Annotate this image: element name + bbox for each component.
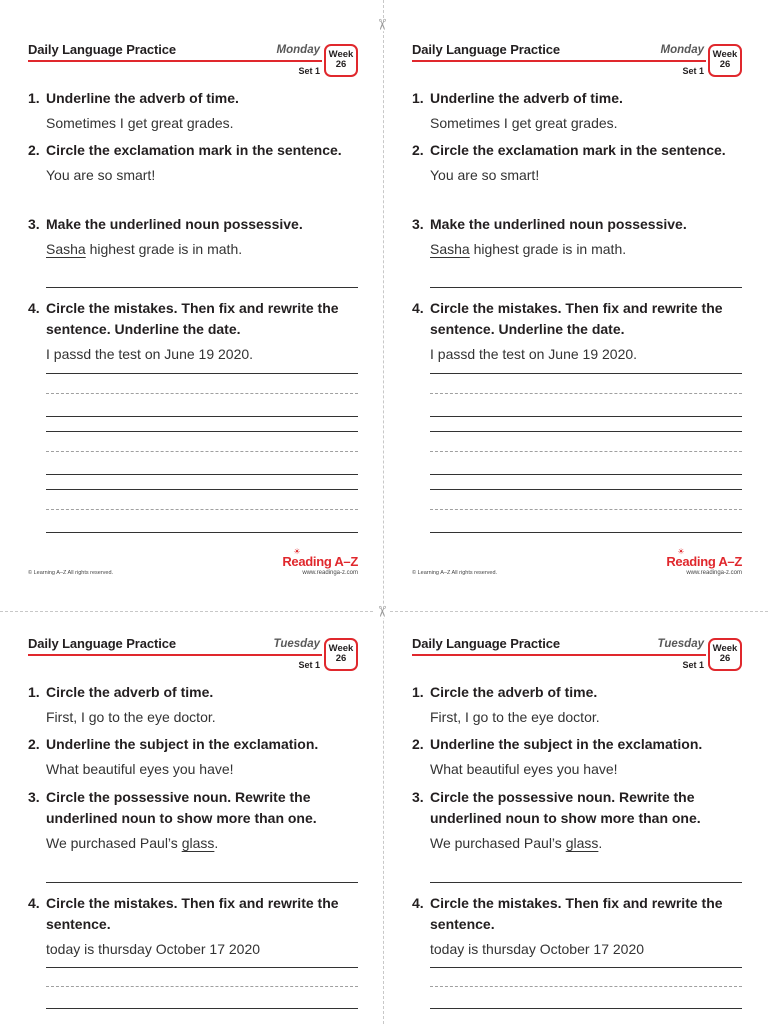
question-sentence: First, I go to the eye doctor. <box>46 709 216 725</box>
day-label: Monday <box>660 44 704 56</box>
question-prompt: Make the underlined noun possessive. <box>430 216 687 232</box>
set-label: Set 1 <box>298 66 320 76</box>
question-sentence: today is thursday October 17 2020 <box>430 941 645 957</box>
question-sentence: First, I go to the eye doctor. <box>430 709 600 725</box>
worksheet-footer <box>28 547 358 581</box>
writing-line-base[interactable] <box>46 416 358 417</box>
reading-az-logo <box>282 547 358 569</box>
question-sentence: today is thursday October 17 2020 <box>46 941 261 957</box>
worksheet-title: Daily Language Practice <box>412 636 560 651</box>
question-number: 3. <box>28 789 40 805</box>
question-1 <box>412 682 742 728</box>
week-label: Week <box>328 49 354 60</box>
set-label: Set 1 <box>682 660 704 670</box>
week-badge <box>324 638 358 671</box>
question-sentence: I passd the test on June 19 2020. <box>46 346 254 362</box>
question-2 <box>28 734 358 780</box>
question-number: 1. <box>412 90 424 106</box>
tuesday-worksheet-left <box>28 634 358 957</box>
question-2 <box>28 140 358 186</box>
copyright: © Learning A–Z All rights reserved. <box>412 570 498 576</box>
question-sentence: You are so smart! <box>46 167 156 183</box>
vertical-cut-line <box>383 0 384 1024</box>
question-prompt: Circle the mistakes. Then fix and rewrite the sentence. <box>430 895 723 932</box>
question-sentence <box>412 833 742 854</box>
sentence-start: We purchased Paul’s <box>46 835 182 851</box>
question-prompt: Circle the adverb of time. <box>46 684 214 700</box>
underlined-word: glass <box>181 835 215 851</box>
set-label: Set 1 <box>298 660 320 670</box>
question-number: 1. <box>28 90 40 106</box>
question-sentence <box>28 833 358 854</box>
writing-line-mid <box>430 451 742 452</box>
question-3 <box>412 787 742 854</box>
writing-line-top[interactable] <box>46 489 358 490</box>
website-url: www.readinga-z.com <box>302 570 358 576</box>
question-number: 4. <box>28 895 40 911</box>
day-label: Tuesday <box>657 638 704 650</box>
worksheet-title: Daily Language Practice <box>412 42 560 57</box>
answer-line[interactable] <box>430 287 742 288</box>
header-rule <box>28 654 322 656</box>
question-prompt: Circle the possessive noun. Rewrite the underlined noun to show more than one. <box>430 789 701 826</box>
question-prompt: Circle the exclamation mark in the sentence. <box>46 142 342 158</box>
writing-line-base[interactable] <box>46 474 358 475</box>
question-sentence: Sometimes I get great grades. <box>430 115 618 131</box>
week-label: Week <box>712 643 738 654</box>
question-3 <box>412 214 742 260</box>
worksheet-header <box>412 634 742 672</box>
question-1 <box>28 682 358 728</box>
question-number: 4. <box>412 300 424 316</box>
writing-line-top[interactable] <box>430 489 742 490</box>
writing-line-top[interactable] <box>46 373 358 374</box>
worksheet-header <box>28 634 358 672</box>
underlined-word: glass <box>565 835 599 851</box>
question-prompt: Circle the adverb of time. <box>430 684 598 700</box>
week-label: Week <box>712 49 738 60</box>
question-sentence: Sometimes I get great grades. <box>46 115 234 131</box>
question-prompt: Circle the mistakes. Then fix and rewrite the sentence. <box>46 895 339 932</box>
question-number: 3. <box>28 216 40 232</box>
writing-line-base[interactable] <box>430 416 742 417</box>
writing-line-mid <box>46 509 358 510</box>
sun-icon: ☀ <box>677 547 685 556</box>
writing-line-base[interactable] <box>46 1008 358 1009</box>
logo-text: Reading A–Z <box>282 554 358 569</box>
writing-line-mid <box>46 451 358 452</box>
tuesday-worksheet-right <box>412 634 742 957</box>
writing-line-base[interactable] <box>430 532 742 533</box>
question-prompt: Underline the subject in the exclamation. <box>430 736 703 752</box>
writing-line-top[interactable] <box>430 967 742 968</box>
underlined-word: Sasha <box>46 241 86 257</box>
question-prompt: Make the underlined noun possessive. <box>46 216 303 232</box>
writing-line-mid <box>46 986 358 987</box>
sentence-rest: highest grade is in math. <box>469 241 627 257</box>
writing-line-base[interactable] <box>430 1008 742 1009</box>
sentence-end: . <box>214 835 219 851</box>
worksheet-header <box>28 40 358 78</box>
question-3 <box>28 214 358 260</box>
question-4 <box>412 298 742 365</box>
answer-line[interactable] <box>46 287 358 288</box>
worksheet-footer <box>412 547 742 581</box>
question-sentence: What beautiful eyes you have! <box>46 761 234 777</box>
worksheet-header <box>412 40 742 78</box>
question-prompt: Underline the adverb of time. <box>430 90 623 106</box>
monday-worksheet-left <box>28 40 358 576</box>
answer-line[interactable] <box>46 882 358 883</box>
week-badge <box>324 44 358 77</box>
question-prompt: Underline the adverb of time. <box>46 90 239 106</box>
writing-line-base[interactable] <box>46 532 358 533</box>
worksheet-title: Daily Language Practice <box>28 636 176 651</box>
question-sentence: I passd the test on June 19 2020. <box>430 346 638 362</box>
logo-text: Reading A–Z <box>666 554 742 569</box>
week-number: 26 <box>719 652 731 664</box>
question-prompt: Circle the mistakes. Then fix and rewrite the sentence. Underline the date. <box>430 300 723 337</box>
question-number: 2. <box>28 736 40 752</box>
writing-line-mid <box>430 986 742 987</box>
sentence-rest: highest grade is in math. <box>85 241 243 257</box>
header-rule <box>412 60 706 62</box>
writing-line-mid <box>46 393 358 394</box>
writing-line-top[interactable] <box>430 431 742 432</box>
question-number: 3. <box>412 216 424 232</box>
day-label: Monday <box>276 44 320 56</box>
question-sentence: What beautiful eyes you have! <box>430 761 618 777</box>
brand <box>666 547 742 576</box>
sentence-end: . <box>598 835 603 851</box>
header-rule <box>412 654 706 656</box>
question-2 <box>412 140 742 186</box>
reading-az-logo <box>666 547 742 569</box>
question-sentence: You are so smart! <box>430 167 540 183</box>
question-1 <box>28 88 358 134</box>
question-number: 3. <box>412 789 424 805</box>
week-badge <box>708 44 742 77</box>
question-number: 1. <box>28 684 40 700</box>
question-number: 2. <box>412 736 424 752</box>
question-2 <box>412 734 742 780</box>
question-number: 4. <box>28 300 40 316</box>
monday-worksheet-right <box>412 40 742 576</box>
scissors-icon: ✂ <box>372 18 390 31</box>
question-3 <box>28 787 358 854</box>
question-prompt: Circle the exclamation mark in the sentence. <box>430 142 726 158</box>
question-prompt: Circle the possessive noun. Rewrite the underlined noun to show more than one. <box>46 789 317 826</box>
day-label: Tuesday <box>273 638 320 650</box>
worksheet-title: Daily Language Practice <box>28 42 176 57</box>
writing-line-top[interactable] <box>46 967 358 968</box>
set-label: Set 1 <box>682 66 704 76</box>
sentence-start: We purchased Paul’s <box>430 835 566 851</box>
scissors-icon: ✂ <box>372 605 390 618</box>
week-number: 26 <box>335 58 347 70</box>
question-number: 2. <box>412 142 424 158</box>
week-number: 26 <box>335 652 347 664</box>
copyright: © Learning A–Z All rights reserved. <box>28 570 114 576</box>
writing-line-top[interactable] <box>46 431 358 432</box>
week-label: Week <box>328 643 354 654</box>
question-sentence <box>28 239 358 260</box>
writing-line-mid <box>430 509 742 510</box>
question-sentence <box>412 239 742 260</box>
week-number: 26 <box>719 58 731 70</box>
website-url: www.readinga-z.com <box>686 570 742 576</box>
answer-line[interactable] <box>430 882 742 883</box>
question-1 <box>412 88 742 134</box>
question-number: 1. <box>412 684 424 700</box>
question-4 <box>28 893 358 960</box>
question-prompt: Underline the subject in the exclamation. <box>46 736 319 752</box>
question-number: 4. <box>412 895 424 911</box>
question-4 <box>412 893 742 960</box>
question-4 <box>28 298 358 365</box>
brand <box>282 547 358 576</box>
writing-line-top[interactable] <box>430 373 742 374</box>
question-prompt: Circle the mistakes. Then fix and rewrite the sentence. Underline the date. <box>46 300 339 337</box>
header-rule <box>28 60 322 62</box>
writing-line-mid <box>430 393 742 394</box>
sun-icon: ☀ <box>293 547 301 556</box>
writing-line-base[interactable] <box>430 474 742 475</box>
question-number: 2. <box>28 142 40 158</box>
underlined-word: Sasha <box>430 241 470 257</box>
week-badge <box>708 638 742 671</box>
